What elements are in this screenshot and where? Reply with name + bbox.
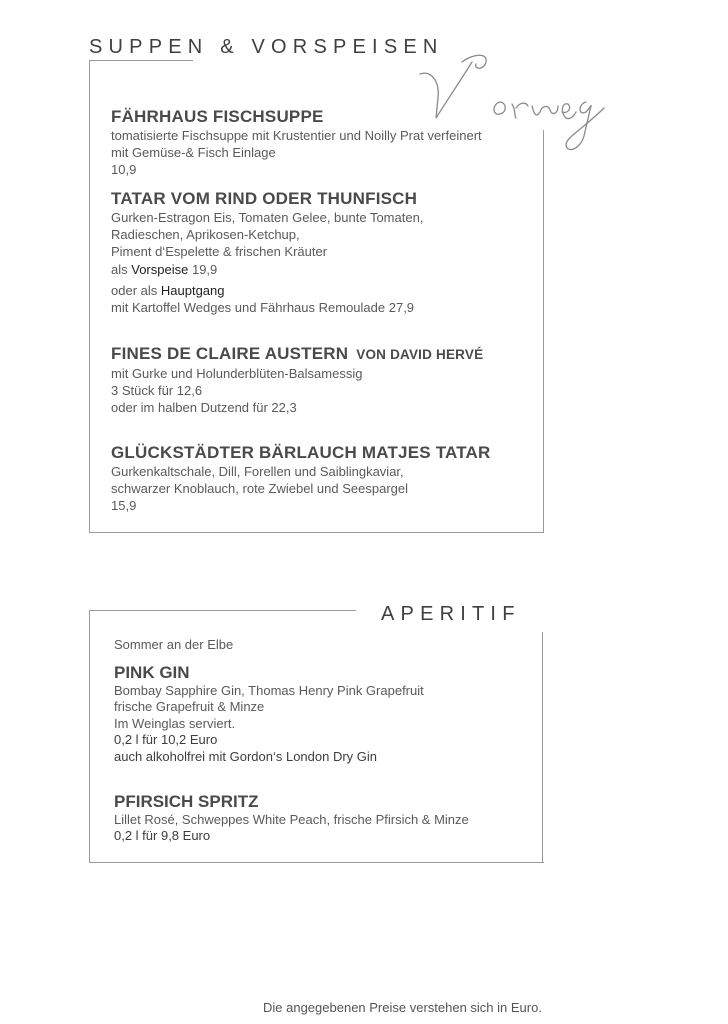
dish-option-hauptgang (111, 282, 541, 299)
dish-desc-line: Gurkenkaltschale, Dill, Forellen und Saiblingkaviar, (111, 464, 404, 479)
dish-name: GLÜCKSTÄDTER BÄRLAUCH MATJES TATAR (111, 443, 491, 462)
drink-price: 0,2 l für 10,2 Euro (114, 732, 218, 748)
drink-pfirsich-spritz (114, 792, 534, 845)
frame-right-line (543, 130, 544, 533)
dish-faehrhaus-fischsuppe (111, 107, 541, 179)
dish-tatar (111, 189, 541, 316)
frame-bottom-line (89, 532, 544, 533)
option-price: 19,9 (191, 261, 218, 277)
option-label: Vorspeise (131, 261, 189, 277)
dish-price: 15,9 (111, 498, 137, 514)
dish-desc-line: oder im halben Dutzend für 22,3 (111, 400, 297, 416)
section-title-aperitif: APERITIF (381, 603, 521, 625)
dish-name: TATAR VOM RIND ODER THUNFISCH (111, 189, 418, 208)
frame-top-line (89, 610, 356, 611)
drink-desc-line: frische Grapefruit & Minze (114, 699, 265, 715)
aperitif-intro: Sommer an der Elbe (114, 637, 234, 652)
dish-option-vorspeise (111, 261, 541, 278)
dish-desc-line: Piment d‘Espelette & frischen Kräuter (111, 244, 328, 260)
frame-bottom-line (89, 862, 544, 863)
frame-left-line (89, 610, 90, 863)
drink-price: 0,2 l für 9,8 Euro (114, 828, 211, 844)
option-label: Hauptgang (160, 282, 225, 298)
dish-desc-line: Gurken-Estragon Eis, Tomaten Gelee, bunte Tomaten, (111, 210, 424, 225)
frame-left-line (89, 60, 90, 533)
dish-subtitle: VON DAVID HERVÉ (356, 347, 484, 362)
price-footnote: Die angegebenen Preise verstehen sich in Euro. (263, 1000, 542, 1015)
dish-austern (111, 344, 541, 417)
dish-desc-line: tomatisierte Fischsuppe mit Krustentier und Noilly Prat verfeinert (111, 128, 482, 143)
dish-desc-line: mit Gemüse-& Fisch Einlage (111, 145, 276, 161)
dish-desc-line: 3 Stück für 12,6 (111, 383, 203, 399)
option-prefix: oder als (111, 282, 158, 298)
dish-desc-line: mit Gurke und Holunderblüten-Balsamessig (111, 366, 363, 381)
dish-desc-line: Radieschen, Aprikosen-Ketchup, (111, 227, 300, 243)
dish-name: FINES DE CLAIRE AUSTERN (111, 344, 349, 363)
drink-pink-gin (114, 663, 534, 765)
option-prefix: als (111, 261, 128, 277)
dish-name: FÄHRHAUS FISCHSUPPE (111, 107, 324, 126)
drink-extra: auch alkoholfrei mit Gordon‘s London Dry Gin (114, 748, 378, 764)
drink-desc-line: Bombay Sapphire Gin, Thomas Henry Pink Grapefruit (114, 683, 424, 698)
drink-name: PINK GIN (114, 663, 190, 682)
dish-desc-line: schwarzer Knoblauch, rote Zwiebel und Seespargel (111, 481, 409, 497)
drink-name: PFIRSICH SPRITZ (114, 792, 259, 811)
drink-desc-line: Im Weinglas serviert. (114, 715, 236, 731)
dish-matjes-tatar (111, 443, 541, 515)
dish-price: 10,9 (111, 162, 137, 178)
dish-name-row (111, 344, 541, 365)
section-title-suppen: SUPPEN & VORSPEISEN (89, 36, 444, 58)
frame-top-line (89, 60, 193, 61)
dish-desc-line: mit Kartoffel Wedges und Fährhaus Remoulade 27,9 (111, 300, 415, 316)
drink-desc-line: Lillet Rosé, Schweppes White Peach, frische Pfirsich & Minze (114, 812, 469, 827)
frame-right-line (542, 632, 543, 863)
